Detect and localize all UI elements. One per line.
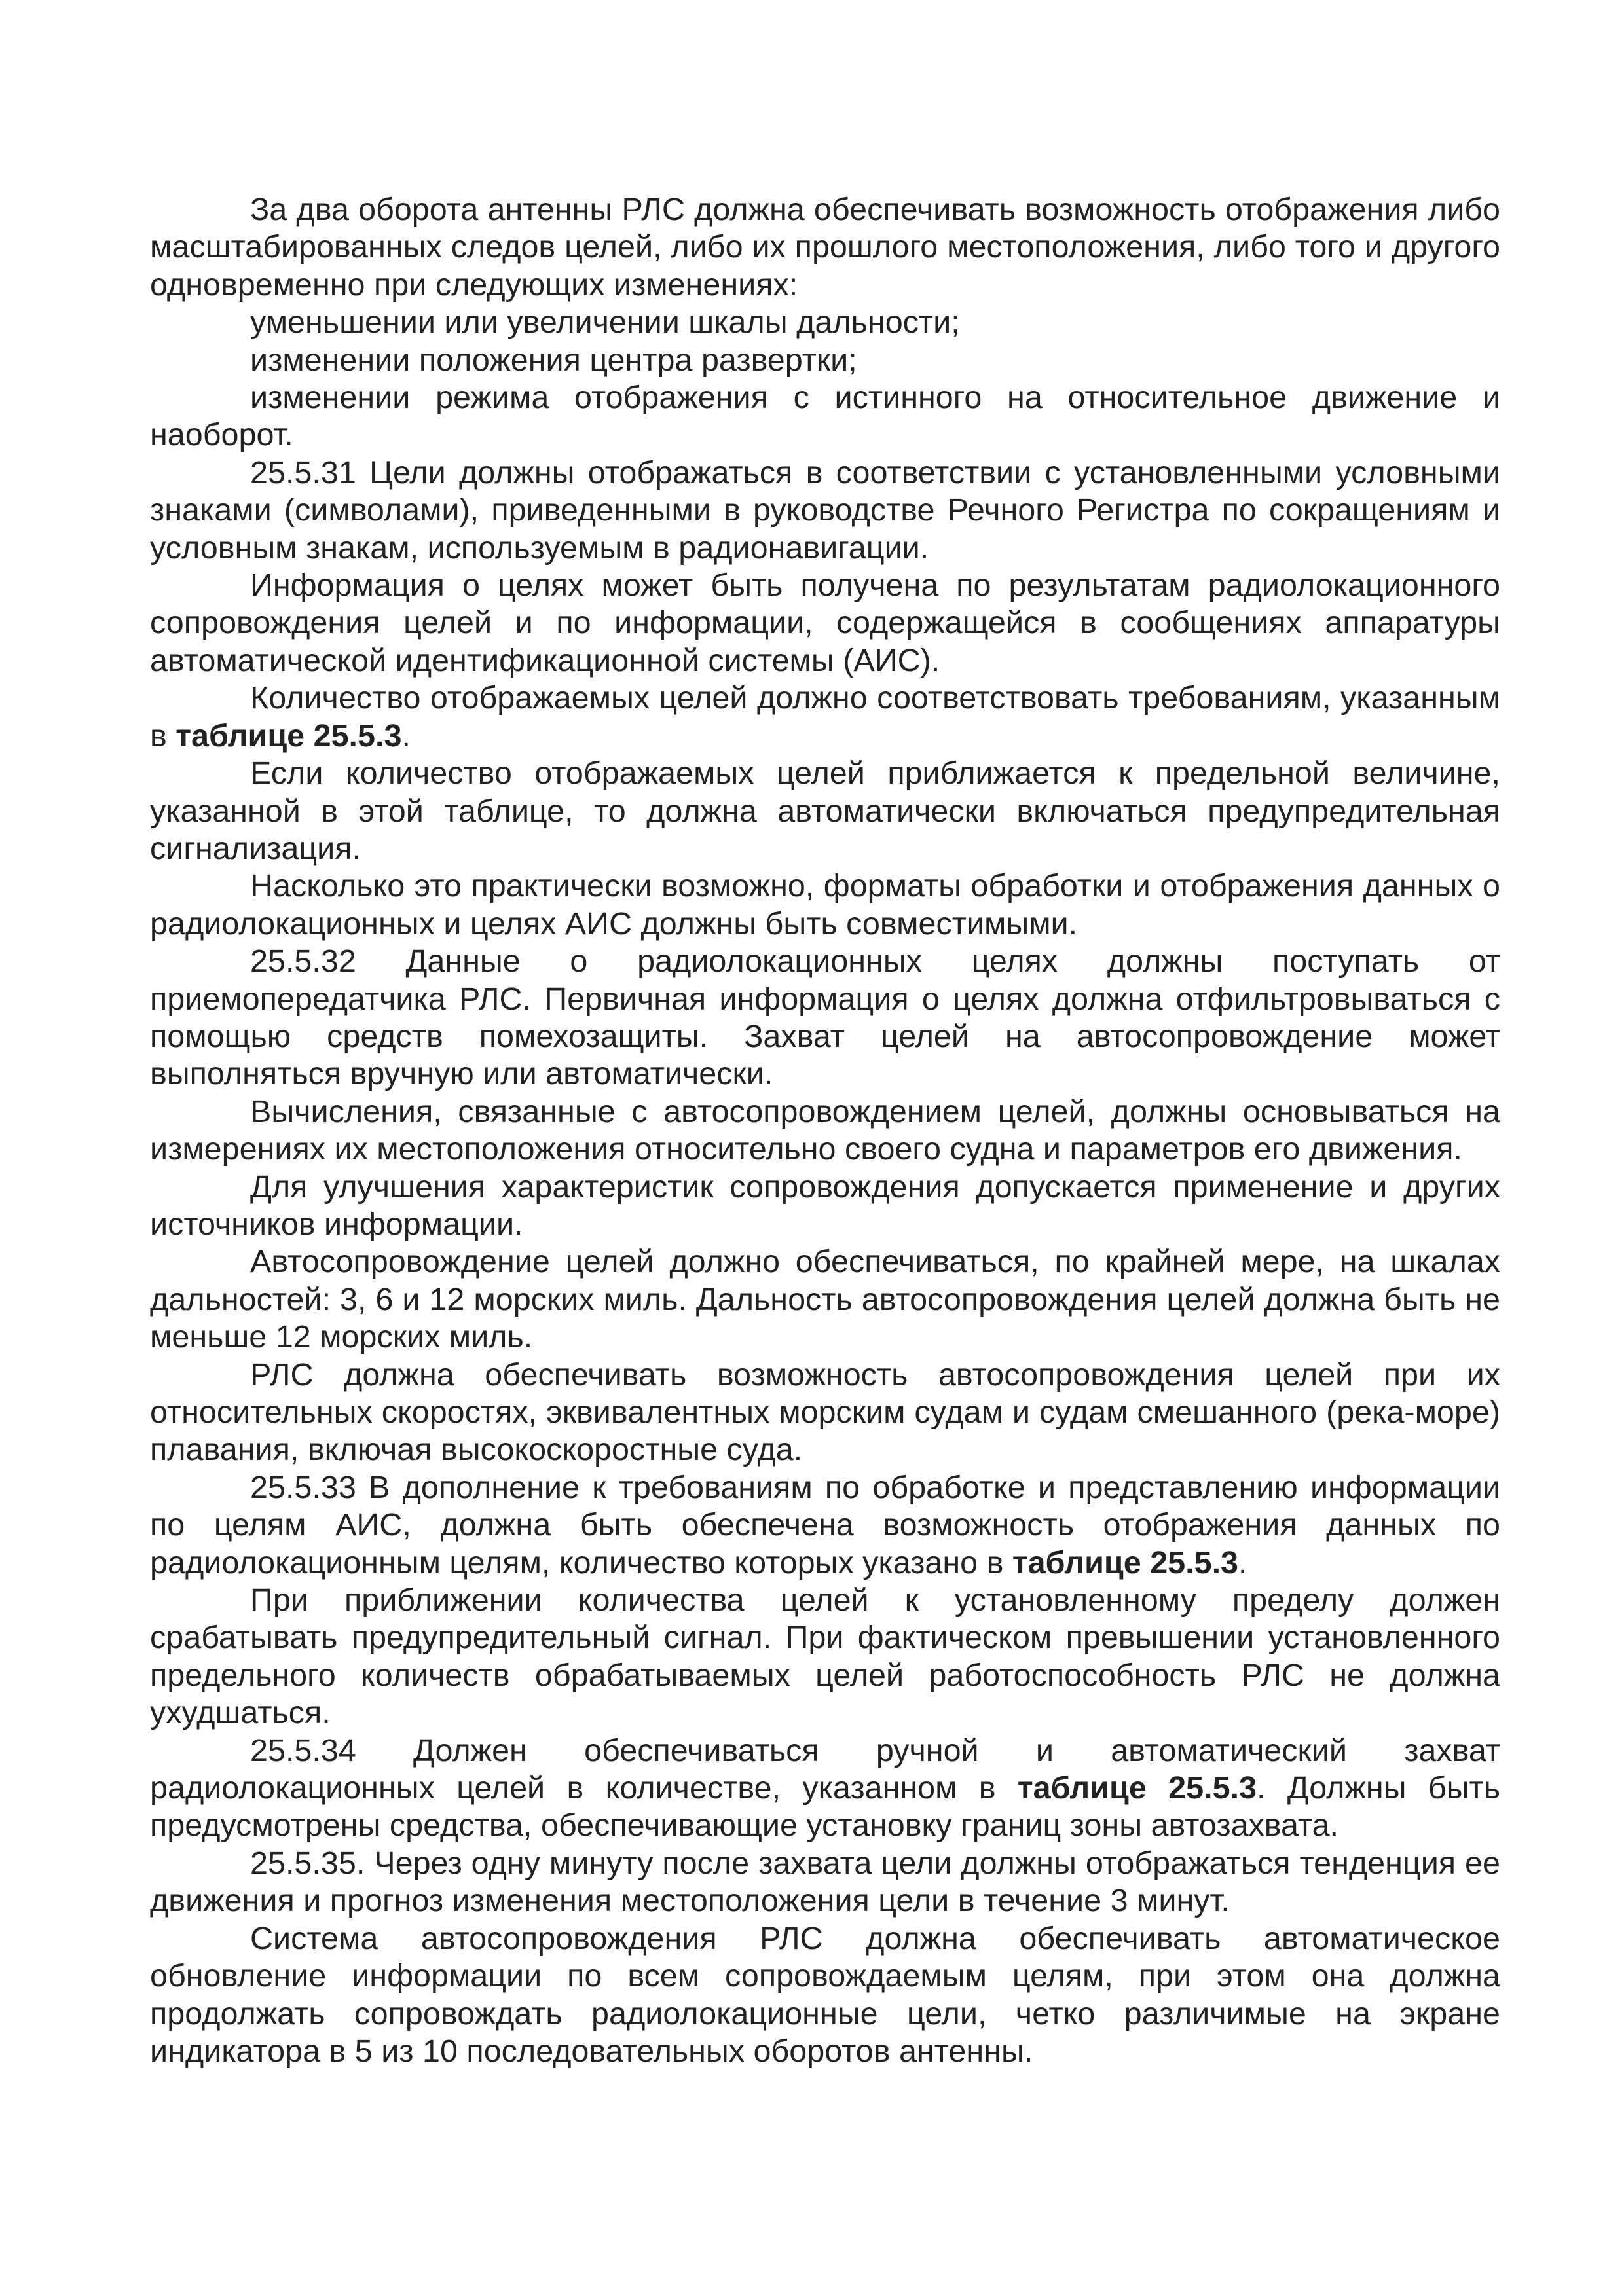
document-body bbox=[150, 191, 1500, 2070]
paragraph bbox=[150, 1243, 1500, 1356]
paragraph bbox=[150, 680, 1500, 755]
paragraph-text: Количество отображаемых целей должно соответствовать требованиям, указанным в bbox=[150, 680, 1500, 754]
paragraph bbox=[150, 755, 1500, 867]
paragraph-text: РЛС должна обеспечивать возможность автосопровождения целей при их относительных скоростях, эквивалентных морским судам и судам смешанного (река-море) плавания, включая высокоскоростные суда. bbox=[150, 1357, 1500, 1468]
paragraph bbox=[150, 1093, 1500, 1169]
paragraph bbox=[150, 867, 1500, 943]
paragraph-text: Вычисления, связанные с автосопровождением целей, должны основываться на измерениях их местоположения относительно своего судна и параметров его движения. bbox=[150, 1093, 1500, 1167]
paragraph-text: . Должны быть предусмотрены средства, обеспечивающие установку границ зоны автозахвата. bbox=[150, 1770, 1500, 1844]
paragraph-text: 25.5.35. Через одну минуту после захвата цели должны отображаться тенденция ее движения и прогноз изменения местоположения цели в течение 3 минут. bbox=[150, 1845, 1500, 1919]
paragraph-text: . bbox=[1238, 1544, 1247, 1580]
paragraph bbox=[150, 1582, 1500, 1732]
paragraph-text: Насколько это практически возможно, форматы обработки и отображения данных о радиолокационных и целях АИС должны быть совместимыми. bbox=[150, 868, 1500, 941]
paragraph-text: Автосопровождение целей должно обеспечиваться, по крайней мере, на шкалах дальностей: 3, 6 и 12 морских миль. Дальность автосопровождения целей должна быть не меньше 12 морских миль. bbox=[150, 1244, 1500, 1355]
table-reference: таблице 25.5.3 bbox=[1017, 1770, 1257, 1806]
paragraph bbox=[150, 454, 1500, 567]
paragraph-text: изменении положения центра развертки; bbox=[250, 342, 857, 378]
paragraph bbox=[150, 1920, 1500, 2071]
paragraph-text: изменении режима отображения с истинного на относительное движение и наоборот. bbox=[150, 380, 1500, 453]
paragraph-text: Для улучшения характеристик сопровождения допускается применение и других источников информации. bbox=[150, 1169, 1500, 1242]
paragraph bbox=[150, 342, 1500, 379]
table-reference: таблице 25.5.3 bbox=[175, 718, 402, 754]
paragraph bbox=[150, 304, 1500, 341]
paragraph-text: 25.5.32 Данные о радиолокационных целях должны поступать от приемопередатчика РЛС. Первичная информация о целях должна отфильтровываться с помощью средств помехозащиты. Захват целей на автосопровождение может выполняться вручную или автоматически. bbox=[150, 943, 1500, 1092]
paragraph bbox=[150, 1357, 1500, 1469]
paragraph-text: При приближении количества целей к установленному пределу должен срабатывать предупредительный сигнал. При фактическом превышении установленного предельного количеств обрабатываемых целей работоспособность РЛС не должна ухудшаться. bbox=[150, 1582, 1500, 1731]
paragraph bbox=[150, 1469, 1500, 1582]
paragraph-text: Если количество отображаемых целей приближается к предельной величине, указанной в этой таблице, то должна автоматически включаться предупредительная сигнализация. bbox=[150, 756, 1500, 866]
paragraph-text: 25.5.31 Цели должны отображаться в соответствии с установленными условными знаками (символами), приведенными в руководстве Речного Регистра по сокращениям и условным знакам, используемым в радионавигации. bbox=[150, 454, 1500, 566]
paragraph-text: . bbox=[401, 718, 411, 754]
paragraph-text: Информация о целях может быть получена по результатам радиолокационного сопровождения целей и по информации, содержащейся в сообщениях аппаратуры автоматической идентификационной системы (АИС). bbox=[150, 568, 1500, 678]
paragraph-text: 25.5.33 В дополнение к требованиям по обработке и представлению информации по целям АИС, должна быть обеспечена возможность отображения данных по радиолокационным целям, количество которых указано в bbox=[150, 1469, 1500, 1580]
paragraph bbox=[150, 567, 1500, 680]
paragraph bbox=[150, 1169, 1500, 1244]
paragraph-text: 25.5.34 Должен обеспечиваться ручной и автоматический захват радиолокационных целей в количестве, указанном в bbox=[150, 1732, 1500, 1806]
paragraph bbox=[150, 1732, 1500, 1845]
paragraph-text: Система автосопровождения РЛС должна обеспечивать автоматическое обновление информации по всем сопровождаемым целям, при этом она должна продолжать сопровождать радиолокационные цели, четко различимые на экране индикатора в 5 из 10 последовательных оборотов антенны. bbox=[150, 1920, 1500, 2069]
table-reference: таблице 25.5.3 bbox=[1012, 1544, 1239, 1580]
paragraph-text: За два оборота антенны РЛС должна обеспечивать возможность отображения либо масштабированных следов целей, либо их прошлого местоположения, либо того и другого одновременно при следующих изменениях: bbox=[150, 192, 1500, 302]
paragraph-text: уменьшении или увеличении шкалы дальности; bbox=[250, 304, 960, 340]
paragraph bbox=[150, 943, 1500, 1093]
paragraph bbox=[150, 1845, 1500, 1920]
paragraph bbox=[150, 379, 1500, 454]
paragraph bbox=[150, 191, 1500, 304]
